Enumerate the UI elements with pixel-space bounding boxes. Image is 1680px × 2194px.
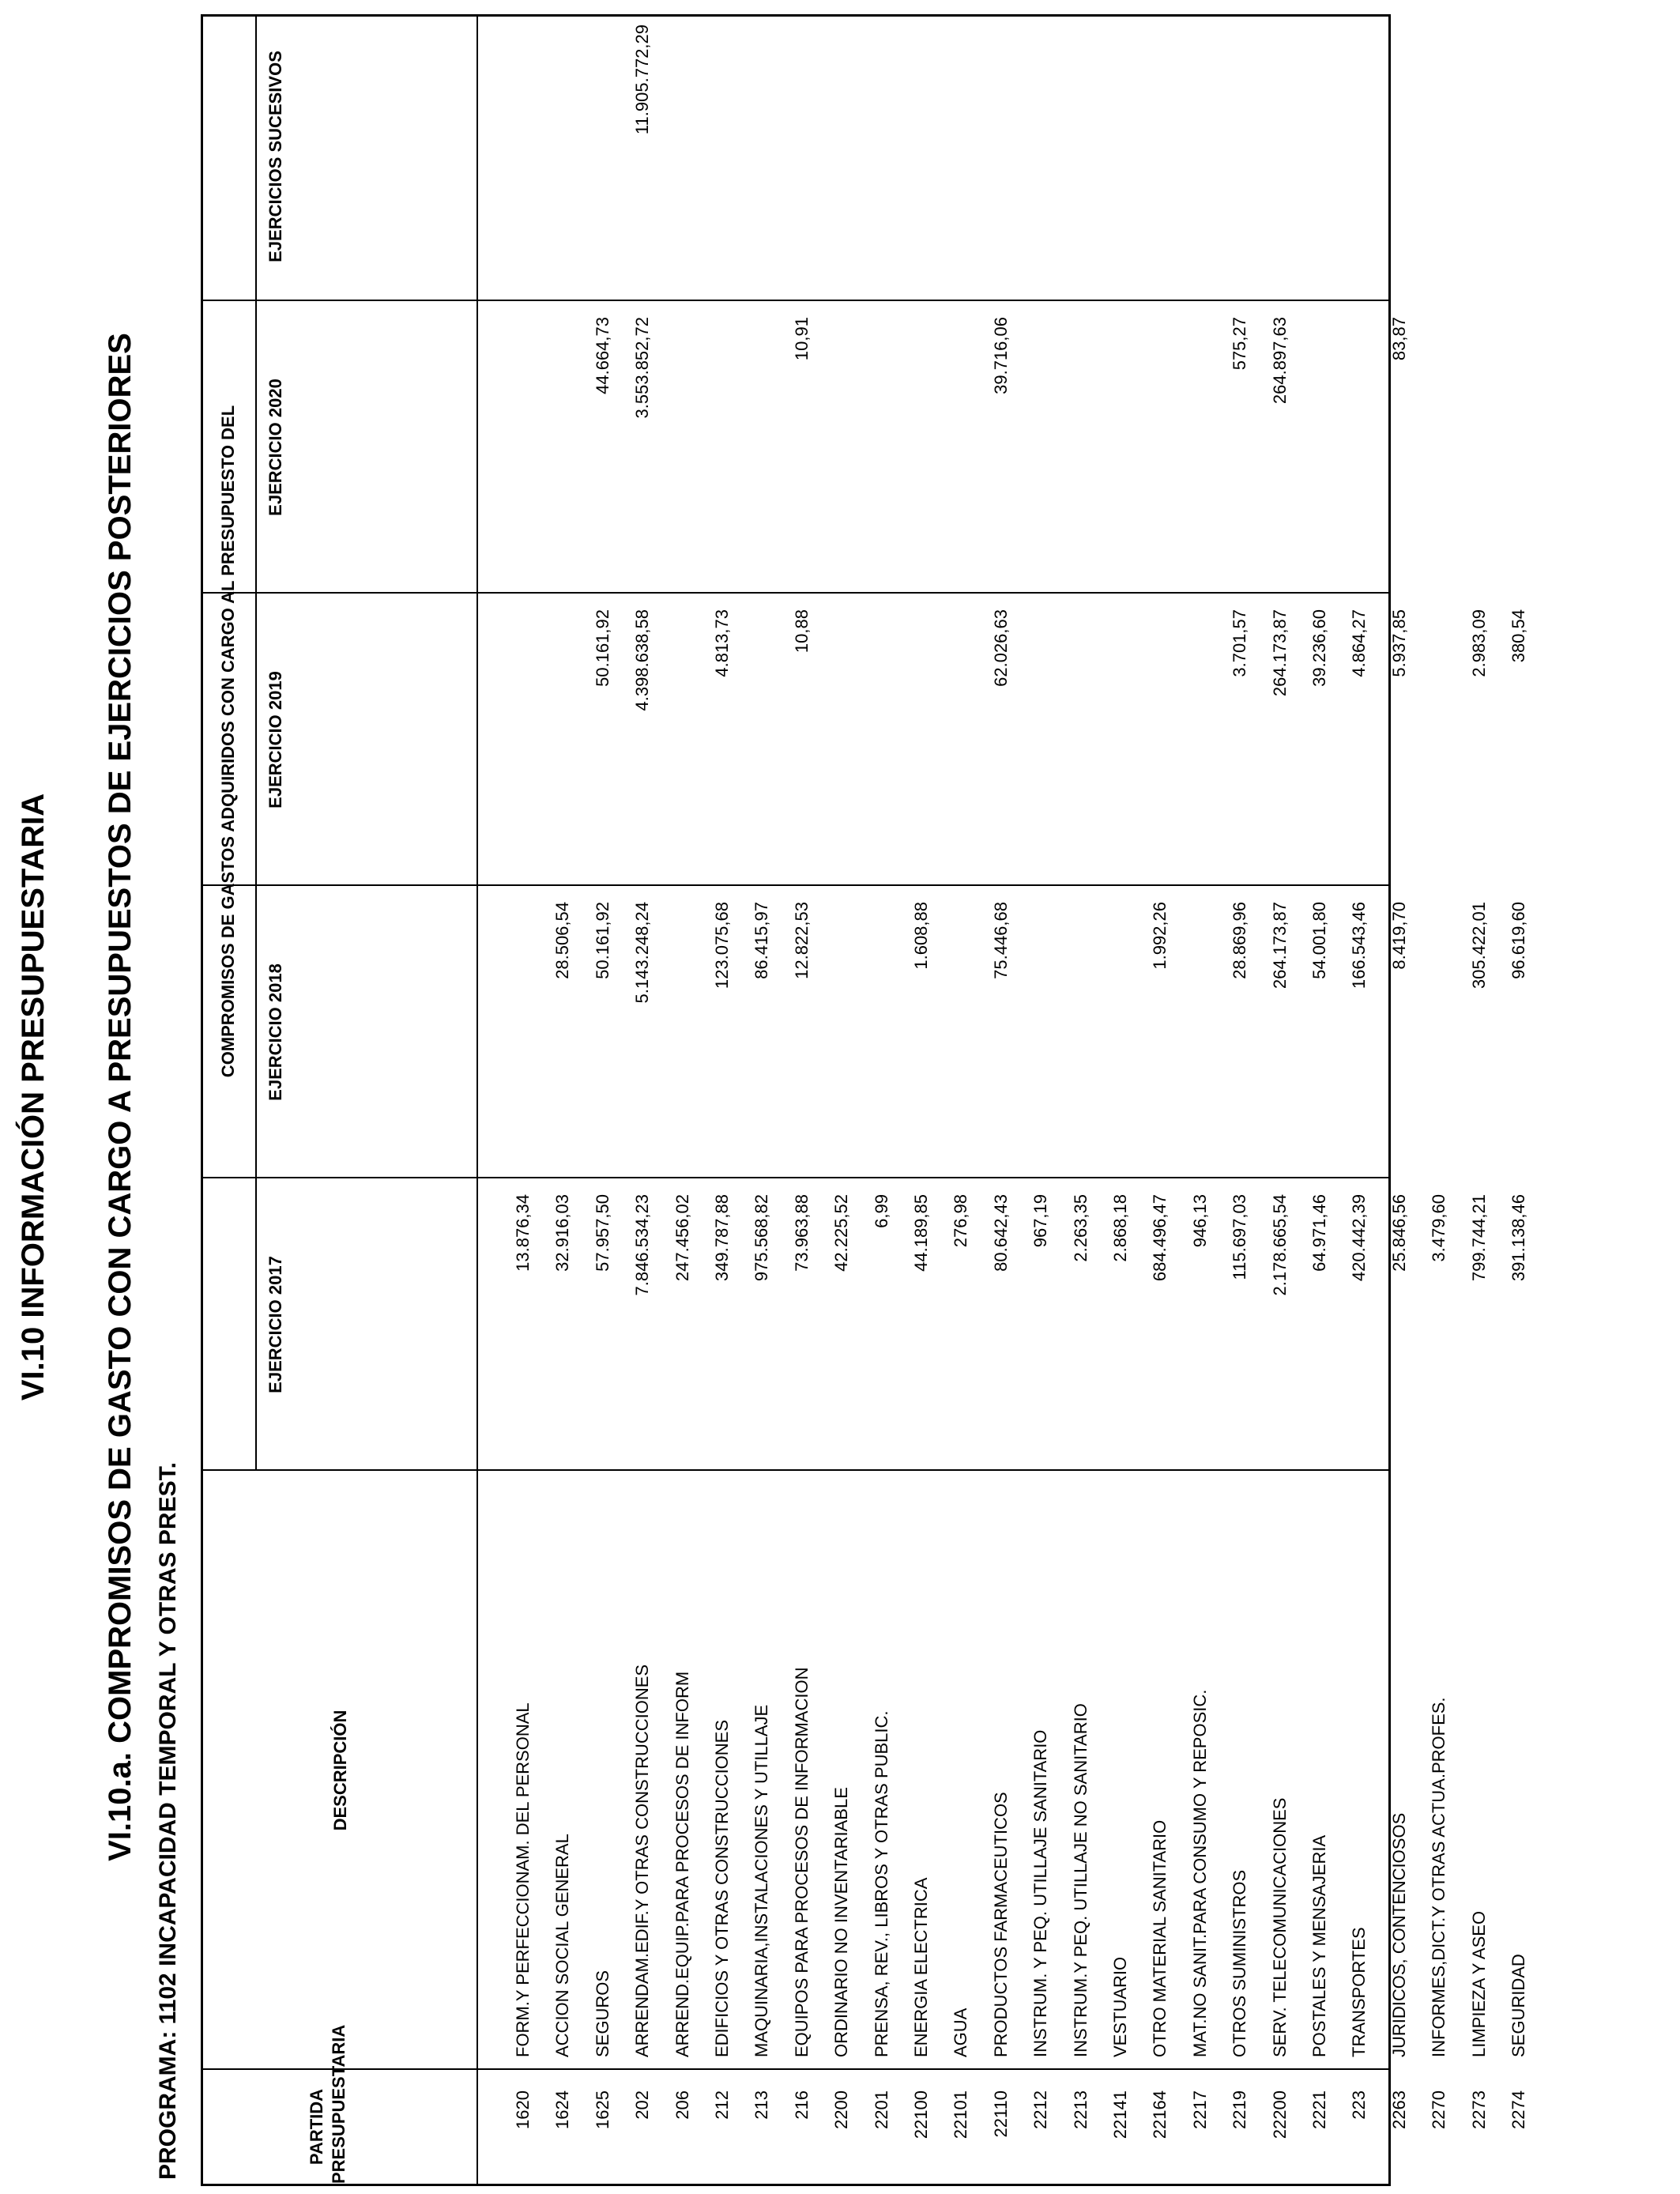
descripcion-cell: MAT.NO SANIT.PARA CONSUMO Y REPOSIC. bbox=[1189, 1689, 1210, 2057]
ejercicio-2018-cell: 1.992,26 bbox=[1150, 902, 1170, 970]
ejercicio-2017-cell: 2.263,35 bbox=[1070, 1194, 1090, 1262]
partida-cell: 1624 bbox=[552, 2090, 573, 2129]
partida-cell: 206 bbox=[672, 2090, 692, 2120]
ejercicio-2018-cell: 5.143.248,24 bbox=[632, 902, 653, 1004]
descripcion-cell: SEGUROS bbox=[592, 1970, 612, 2057]
descripcion-cell: VESTUARIO bbox=[1110, 1956, 1130, 2057]
ejercicio-2019-cell: 4.398.638,58 bbox=[632, 609, 653, 711]
ejercicio-2017-cell: 64.971,46 bbox=[1309, 1194, 1329, 1272]
partida-cell: 22110 bbox=[990, 2090, 1011, 2138]
ejercicio-2017-cell: 684.496,47 bbox=[1150, 1194, 1170, 1282]
programa-label: PROGRAMA: 1102 INCAPACIDAD TEMPORAL Y OTRAS PREST. bbox=[155, 1462, 181, 2180]
descripcion-cell: PRODUCTOS FARMACEUTICOS bbox=[990, 1792, 1011, 2057]
partida-cell: 2212 bbox=[1030, 2090, 1051, 2129]
ejercicio-2018-cell: 305.422,01 bbox=[1468, 902, 1489, 990]
partida-cell: 22101 bbox=[951, 2090, 971, 2139]
ejercicio-2017-cell: 42.225,52 bbox=[831, 1194, 852, 1272]
ejercicio-2019-cell: 4.864,27 bbox=[1349, 609, 1369, 677]
col-divider bbox=[203, 300, 1388, 301]
descripcion-cell: MAQUINARIA,INSTALACIONES Y UTILLAJE bbox=[751, 1704, 772, 2057]
ejercicio-2018-cell: 166.543,46 bbox=[1349, 902, 1369, 990]
descripcion-cell: EQUIPOS PARA PROCESOS DE INFORMACION bbox=[791, 1667, 812, 2057]
ejercicio-2017-cell: 3.479,60 bbox=[1429, 1194, 1449, 1262]
ejercicios-sucesivos-cell: 11.905.772,29 bbox=[632, 25, 653, 135]
ejercicio-2017-cell: 57.957,50 bbox=[592, 1194, 612, 1272]
ejercicio-2020-cell: 575,27 bbox=[1230, 317, 1250, 371]
ejercicio-2018-cell: 50.161,92 bbox=[592, 902, 612, 979]
ejercicio-2017-cell: 276,98 bbox=[951, 1194, 971, 1248]
partida-cell: 2274 bbox=[1509, 2090, 1528, 2129]
partida-cell: 2201 bbox=[871, 2090, 891, 2129]
ejercicio-2017-cell: 2.178.665,54 bbox=[1269, 1194, 1290, 1296]
ejercicio-2019-cell: 5.937,85 bbox=[1388, 609, 1409, 677]
ejercicio-2017-cell: 799.744,21 bbox=[1468, 1194, 1489, 1282]
col-divider bbox=[203, 2068, 1388, 2070]
descripcion-cell: EDIFICIOS Y OTRAS CONSTRUCCIONES bbox=[712, 1719, 732, 2057]
ejercicio-2020-cell: 3.553.852,72 bbox=[632, 317, 653, 419]
descripcion-cell: AGUA bbox=[951, 2007, 971, 2057]
ejercicio-2018-cell: 28.506,54 bbox=[552, 902, 573, 979]
partida-cell: 2273 bbox=[1468, 2090, 1489, 2129]
ejercicio-2017-cell: 247.456,02 bbox=[672, 1194, 692, 1282]
partida-cell: 22200 bbox=[1269, 2090, 1290, 2139]
partida-cell: 212 bbox=[712, 2090, 732, 2120]
ejercicio-2018-cell: 75.446,68 bbox=[990, 902, 1011, 979]
ejercicio-2018-cell: 28.869,96 bbox=[1230, 902, 1250, 979]
descripcion-cell: LIMPIEZA Y ASEO bbox=[1468, 1910, 1489, 2057]
partida-cell: 2219 bbox=[1230, 2090, 1250, 2129]
header-bottom-divider bbox=[477, 17, 478, 2184]
partida-cell: 1620 bbox=[513, 2090, 533, 2129]
ejercicio-2018-cell: 96.619,60 bbox=[1509, 902, 1528, 979]
partida-cell: 2213 bbox=[1070, 2090, 1090, 2129]
header-ejercicio-2019: EJERCICIO 2019 bbox=[266, 671, 285, 809]
partida-cell: 2270 bbox=[1429, 2090, 1449, 2129]
ejercicio-2018-cell: 86.415,97 bbox=[751, 902, 772, 979]
partida-cell: 223 bbox=[1349, 2090, 1369, 2120]
ejercicio-2017-cell: 975.568,82 bbox=[751, 1194, 772, 1282]
ejercicio-2018-cell: 8.419,70 bbox=[1388, 902, 1409, 970]
descripcion-cell: SEGURIDAD bbox=[1509, 1954, 1528, 2057]
descripcion-cell: INSTRUM. Y PEQ. UTILLAJE SANITARIO bbox=[1030, 1729, 1051, 2057]
partida-cell: 202 bbox=[632, 2090, 653, 2120]
ejercicio-2018-cell: 54.001,80 bbox=[1309, 902, 1329, 979]
ejercicio-2017-cell: 420.442,39 bbox=[1349, 1194, 1369, 1282]
descripcion-cell: PRENSA, REV., LIBROS Y OTRAS PUBLIC. bbox=[871, 1710, 891, 2057]
header-ejercicios-sucesivos: EJERCICIOS SUCESIVOS bbox=[266, 51, 285, 262]
ejercicio-2017-cell: 7.846.534,23 bbox=[632, 1194, 653, 1296]
ejercicio-2018-cell: 264.173,87 bbox=[1269, 902, 1290, 990]
ejercicio-2019-cell: 3.701,57 bbox=[1230, 609, 1250, 677]
header-ejercicio-2018: EJERCICIO 2018 bbox=[266, 963, 285, 1101]
ejercicio-2019-cell: 62.026,63 bbox=[990, 609, 1011, 687]
partida-cell: 213 bbox=[751, 2090, 772, 2120]
ejercicio-2018-cell: 123.075,68 bbox=[712, 902, 732, 990]
ejercicio-2020-cell: 83,87 bbox=[1388, 317, 1409, 361]
ejercicio-2017-cell: 44.189,85 bbox=[911, 1194, 931, 1272]
ejercicio-2017-cell: 967,19 bbox=[1030, 1194, 1051, 1248]
ejercicio-2019-cell: 4.813,73 bbox=[712, 609, 732, 677]
ejercicio-2017-cell: 6,99 bbox=[871, 1194, 891, 1228]
partida-cell: 2217 bbox=[1189, 2090, 1210, 2129]
descripcion-cell: SERV. TELECOMUNICACIONES bbox=[1269, 1797, 1290, 2057]
partida-cell: 22141 bbox=[1110, 2090, 1130, 2139]
header-group: COMPROMISOS DE GASTOS ADQUIRIDOS CON CARGO AL PRESUPUESTO DEL bbox=[218, 405, 238, 1078]
descripcion-cell: TRANSPORTES bbox=[1349, 1927, 1369, 2057]
ejercicio-2017-cell: 80.642,43 bbox=[990, 1194, 1011, 1272]
header-partida: PARTIDA PRESUPUESTARIA bbox=[307, 2024, 348, 2184]
ejercicio-2019-cell: 10,88 bbox=[791, 609, 812, 654]
partida-cell: 2263 bbox=[1388, 2090, 1409, 2129]
ejercicio-2018-cell: 1.608,88 bbox=[911, 902, 931, 970]
descripcion-cell: ARRENDAM.EDIF.Y OTRAS CONSTRUCCIONES bbox=[632, 1664, 653, 2057]
ejercicio-2017-cell: 32.916,03 bbox=[552, 1194, 573, 1272]
descripcion-cell: ENERGIA ELECTRICA bbox=[911, 1877, 931, 2057]
ejercicio-2020-cell: 10,91 bbox=[791, 317, 812, 361]
descripcion-cell: POSTALES Y MENSAJERIA bbox=[1309, 1834, 1329, 2057]
descripcion-cell: OTRO MATERIAL SANITARIO bbox=[1150, 1819, 1170, 2057]
page-subtitle: VI.10.a. COMPROMISOS DE GASTO CON CARGO A PRESUPUESTOS DE EJERCICIOS POSTERIORES bbox=[103, 333, 137, 1861]
budget-table bbox=[201, 14, 1528, 2186]
descripcion-cell: OTROS SUMINISTROS bbox=[1230, 1869, 1250, 2057]
ejercicio-2017-cell: 946,13 bbox=[1189, 1194, 1210, 1248]
ejercicio-2019-cell: 380,54 bbox=[1509, 609, 1528, 663]
ejercicio-2017-cell: 2.868,18 bbox=[1110, 1194, 1130, 1262]
ejercicio-2019-cell: 50.161,92 bbox=[592, 609, 612, 687]
descripcion-cell: FORM.Y PERFECCIONAM. DEL PERSONAL bbox=[513, 1702, 533, 2057]
ejercicio-2017-cell: 391.138,46 bbox=[1509, 1194, 1528, 1282]
header-ejercicio-2020: EJERCICIO 2020 bbox=[266, 379, 285, 516]
ejercicio-2017-cell: 13.876,34 bbox=[513, 1194, 533, 1272]
ejercicio-2019-cell: 39.236,60 bbox=[1309, 609, 1329, 687]
descripcion-cell: INSTRUM.Y PEQ. UTILLAJE NO SANITARIO bbox=[1070, 1703, 1090, 2057]
descripcion-cell: JURIDICOS, CONTENCIOSOS bbox=[1388, 1812, 1409, 2057]
ejercicio-2017-cell: 115.697,03 bbox=[1230, 1194, 1250, 1280]
header-descripcion: DESCRIPCIÓN bbox=[330, 1710, 350, 1831]
partida-cell: 22100 bbox=[911, 2090, 931, 2139]
partida-cell: 22164 bbox=[1150, 2090, 1170, 2139]
descripcion-cell: INFORMES,DICT.Y OTRAS ACTUA.PROFES. bbox=[1429, 1697, 1449, 2057]
descripcion-cell: ARREND.EQUIP.PARA PROCESOS DE INFORM bbox=[672, 1671, 692, 2057]
ejercicio-2020-cell: 39.716,06 bbox=[990, 317, 1011, 394]
ejercicio-2019-cell: 2.983,09 bbox=[1468, 609, 1489, 677]
ejercicio-2020-cell: 44.664,73 bbox=[592, 317, 612, 394]
page-title: VI.10 INFORMACIÓN PRESUPUESTARIA bbox=[16, 793, 51, 1401]
partida-cell: 1625 bbox=[592, 2090, 612, 2129]
descripcion-cell: ACCION SOCIAL GENERAL bbox=[552, 1834, 573, 2057]
ejercicio-2017-cell: 73.963,88 bbox=[791, 1194, 812, 1272]
ejercicio-2020-cell: 264.897,63 bbox=[1269, 317, 1290, 405]
descripcion-cell: ORDINARIO NO INVENTARIABLE bbox=[831, 1787, 852, 2057]
ejercicio-2018-cell: 12.822,53 bbox=[791, 902, 812, 979]
ejercicio-2017-cell: 25.846,56 bbox=[1388, 1194, 1409, 1272]
ejercicio-2017-cell: 349.787,88 bbox=[712, 1194, 732, 1282]
partida-cell: 2200 bbox=[831, 2090, 852, 2129]
ejercicio-2019-cell: 264.173,87 bbox=[1269, 609, 1290, 697]
header-ejercicio-2017: EJERCICIO 2017 bbox=[266, 1256, 285, 1393]
partida-cell: 2221 bbox=[1309, 2090, 1329, 2129]
partida-cell: 216 bbox=[791, 2090, 812, 2120]
group-header-divider bbox=[255, 17, 257, 1471]
